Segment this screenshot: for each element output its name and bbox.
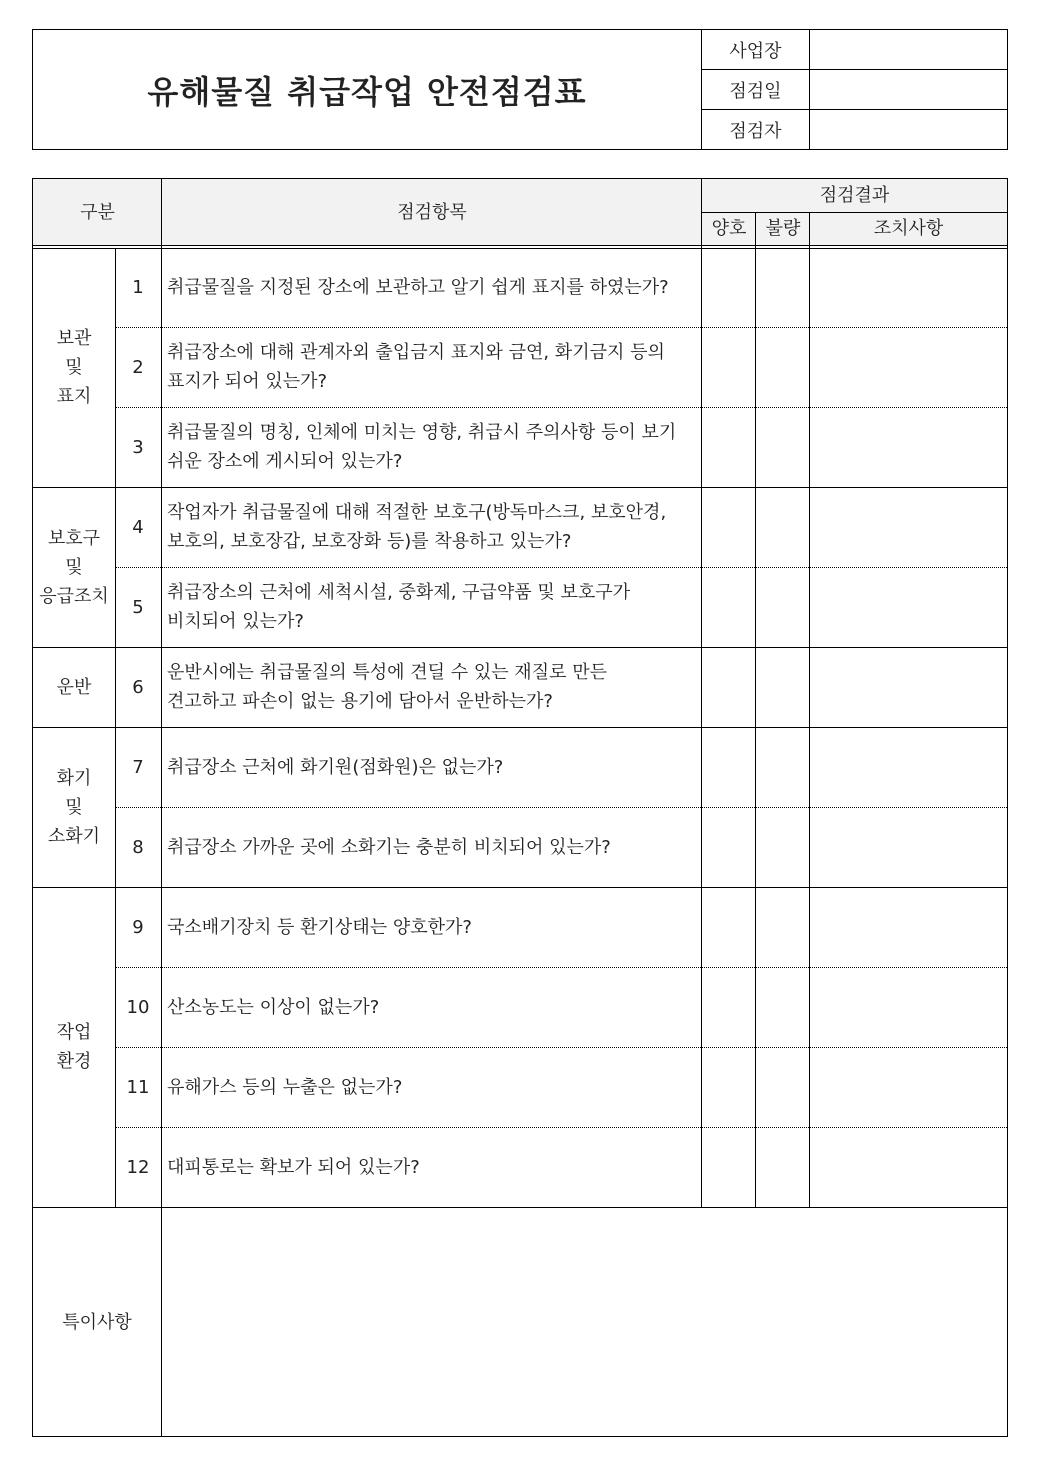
inspection-date-field[interactable] [810, 70, 1007, 110]
item-text: 취급물질을 지정된 장소에 보관하고 알기 쉽게 표지를 하였는가? [167, 277, 669, 298]
item-text: 국소배기장치 등 환기상태는 양호한가? [167, 916, 472, 938]
item-text: 운반시에는 취급물질의 특성에 견딜 수 있는 재질로 만든 견고하고 파손이 없는 용기에 담아서 운반하는가? [167, 662, 607, 712]
group-label-storage: 보관 및 표지 [56, 328, 92, 407]
col-result-header: 점검결과 [819, 185, 890, 206]
item-number: 2 [132, 356, 144, 378]
inspection-date-label: 점검일 [702, 70, 810, 110]
workplace-label: 사업장 [702, 30, 810, 70]
item-number: 7 [132, 756, 144, 778]
item-text: 취급장소에 대해 관계자외 출입금지 표지와 금연, 화기금지 등의 표지가 되어 있는가? [167, 342, 665, 392]
item-number: 11 [126, 1076, 150, 1098]
remarks-label: 특이사항 [62, 1311, 132, 1333]
item-number: 10 [126, 996, 150, 1018]
item-text: 취급장소 근처에 화기원(점화원)은 없는가? [167, 756, 504, 778]
item-number: 12 [126, 1156, 150, 1178]
item-text: 산소농도는 이상이 없는가? [167, 996, 380, 1018]
group-label-transport: 운반 [56, 676, 92, 698]
page-title: 유해물질 취급작업 안전점검표 [33, 30, 702, 149]
item-text: 작업자가 취급물질에 대해 적절한 보호구(방독마스크, 보호안경, 보호의, 보호장갑, 보호장화 등)를 착용하고 있는가? [167, 502, 667, 552]
workplace-field[interactable] [810, 30, 1007, 70]
item-number: 8 [132, 836, 144, 858]
item-number: 1 [132, 277, 144, 298]
header-box [32, 29, 1008, 150]
col-good-header: 양호 [711, 218, 747, 239]
item-number: 4 [132, 516, 144, 538]
group-label-protective-gear: 보호구 및 응급조치 [39, 527, 109, 607]
item-text: 취급물질의 명칭, 인체에 미치는 영향, 취급시 주의사항 등이 보기 쉬운 장소에 게시되어 있는가? [167, 422, 677, 472]
remarks-field[interactable] [162, 1208, 1007, 1436]
group-label-work-environment: 작업 환경 [56, 1022, 92, 1072]
result-cells-area[interactable] [702, 248, 1007, 1207]
checklist-table [32, 178, 1008, 1437]
item-text: 유해가스 등의 누출은 없는가? [167, 1076, 403, 1098]
inspector-label: 점검자 [702, 110, 810, 150]
item-number: 6 [132, 676, 144, 698]
inspector-field[interactable] [810, 110, 1007, 150]
item-number: 3 [132, 436, 144, 458]
item-number: 5 [132, 596, 144, 618]
col-item-header: 점검항목 [397, 201, 467, 223]
item-number: 9 [132, 916, 144, 938]
col-category-header: 구분 [80, 201, 115, 223]
item-text: 취급장소의 근처에 세척시설, 중화제, 구급약품 및 보호구가 비치되어 있는가? [167, 582, 631, 632]
item-text: 대피통로는 확보가 되어 있는가? [167, 1156, 420, 1178]
group-label-fire: 화기 및 소화기 [47, 767, 101, 847]
col-bad-header: 불량 [765, 218, 801, 239]
col-action-header: 조치사항 [873, 218, 944, 239]
item-text: 취급장소 가까운 곳에 소화기는 충분히 비치되어 있는가? [167, 836, 611, 858]
